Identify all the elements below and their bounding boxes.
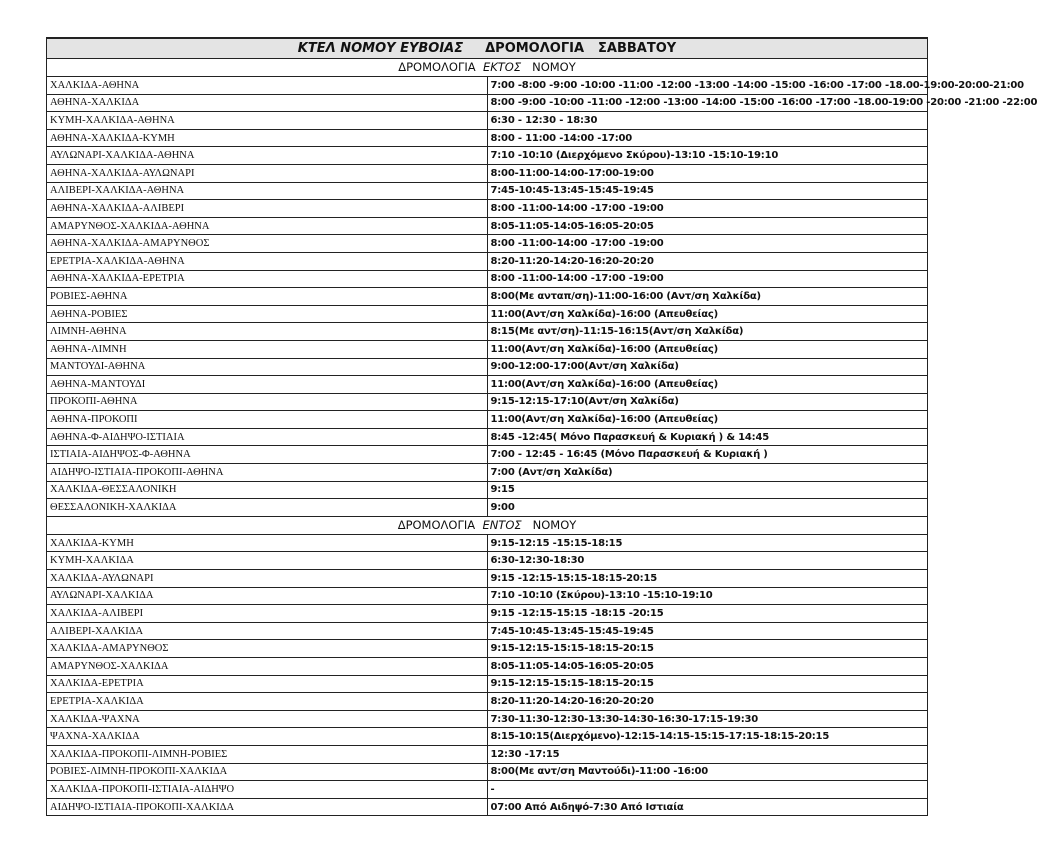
route-name: ΧΑΛΚΙΔΑ-ΘΕΣΣΑΛΟΝΙΚΗ [47,481,488,499]
departure-times: 7:10 -10:10 (Διερχόμενο Σκύρου)-13:10 -15:10-19:10 [487,147,928,165]
departure-times: 8:00 - 11:00 -14:00 -17:00 [487,129,928,147]
table-row [47,675,928,693]
table-row [47,252,928,270]
section-in-row [47,516,928,534]
table-row [47,376,928,394]
section-in-suffix: ΝΟΜΟΥ [532,517,577,532]
title-word: ΔΡΟΜΟΛΟΓΙΑ [485,41,585,56]
title-day: ΣΑΒΒΑΤΟΥ [598,41,677,56]
route-name: ΠΡΟΚΟΠΙ-ΑΘΗΝΑ [47,393,488,411]
table-row [47,358,928,376]
departure-times: 8:00 -11:00-14:00 -17:00 -19:00 [487,270,928,288]
table-row [47,200,928,218]
departure-times: 8:00(Με ανταπ/ση)-11:00-16:00 (Αντ/ση Χαλκίδα) [487,288,928,306]
departure-times: 9:15-12:15 -15:15-18:15 [487,534,928,552]
route-name: ΧΑΛΚΙΔΑ-ΑΥΛΩΝΑΡΙ [47,570,488,588]
title-org: ΚΤΕΛ ΝΟΜΟΥ ΕΥΒΟΙΑΣ [297,41,464,56]
section-in-cell [47,516,928,534]
departure-times: 9:00 [487,499,928,517]
table-row [47,658,928,676]
route-name: ΑΘΗΝΑ-Φ-ΑΙΔΗΨΟ-ΙΣΤΙΑΙΑ [47,428,488,446]
departure-times: 8:00 -11:00-14:00 -17:00 -19:00 [487,200,928,218]
route-name: ΑΥΛΩΝΑΡΙ-ΧΑΛΚΙΔΑ [47,587,488,605]
departure-times: 8:20-11:20-14:20-16:20-20:20 [487,693,928,711]
route-name: ΑΜΑΡΥΝΘΟΣ-ΧΑΛΚΙΔΑ [47,658,488,676]
departure-times: 7:00 (Αντ/ση Χαλκίδα) [487,464,928,482]
route-name: ΚΥΜΗ-ΧΑΛΚΙΔΑ-ΑΘΗΝΑ [47,112,488,130]
departure-times: 6:30 - 12:30 - 18:30 [487,112,928,130]
table-row [47,710,928,728]
departure-times: 7:30-11:30-12:30-13:30-14:30-16:30-17:15-19:30 [487,710,928,728]
table-row [47,481,928,499]
route-name: ΘΕΣΣΑΛΟΝΙΚΗ-ΧΑΛΚΙΔΑ [47,499,488,517]
table-row [47,587,928,605]
route-name: ΧΑΛΚΙΔΑ-ΨΑΧΝΑ [47,710,488,728]
table-row [47,77,928,95]
route-name: ΡΟΒΙΕΣ-ΑΘΗΝΑ [47,288,488,306]
departure-times: 9:00-12:00-17:00(Αντ/ση Χαλκίδα) [487,358,928,376]
departure-times: 11:00(Αντ/ση Χαλκίδα)-16:00 (Απευθείας) [487,376,928,394]
route-name: ΛΙΜΝΗ-ΑΘΗΝΑ [47,323,488,341]
table-row [47,781,928,799]
departure-times: 8:05-11:05-14:05-16:05-20:05 [487,217,928,235]
route-name: ΑΘΗΝΑ-ΧΑΛΚΙΔΑ-ΚΥΜΗ [47,129,488,147]
route-name: ΧΑΛΚΙΔΑ-ΠΡΟΚΟΠΙ-ΙΣΤΙΑΙΑ-ΑΙΔΗΨΟ [47,781,488,799]
table-row [47,745,928,763]
route-name: ΑΘΗΝΑ-ΧΑΛΚΙΔΑ-ΑΥΛΩΝΑΡΙ [47,164,488,182]
route-name: ΡΟΒΙΕΣ-ΛΙΜΝΗ-ΠΡΟΚΟΠΙ-ΧΑΛΚΙΔΑ [47,763,488,781]
departure-times: 11:00(Αντ/ση Χαλκίδα)-16:00 (Απευθείας) [487,411,928,429]
table-row [47,622,928,640]
departure-times: 8:15-10:15(Διερχόμενο)-12:15-14:15-15:15-17:15-18:15-20:15 [487,728,928,746]
section-out-emph: ΕΚΤΟΣ [482,60,522,74]
table-row [47,270,928,288]
departure-times: 8:15(Με αντ/ση)-11:15-16:15(Αντ/ση Χαλκίδα) [487,323,928,341]
route-name: ΑΘΗΝΑ-ΡΟΒΙΕΣ [47,305,488,323]
table-row [47,305,928,323]
table-row [47,235,928,253]
departure-times: 07:00 Από Αιδηψό-7:30 Από Ιστιαία [487,798,928,816]
table-row [47,798,928,816]
table-row [47,640,928,658]
table-row [47,728,928,746]
departure-times: 9:15-12:15-15:15-18:15-20:15 [487,675,928,693]
departure-times: 8:00 -9:00 -10:00 -11:00 -12:00 -13:00 -14:00 -15:00 -16:00 -17:00 -18.00-19:00 -20:00 -21:00 -22:00 [487,94,928,112]
route-name: ΑΥΛΩΝΑΡΙ-ΧΑΛΚΙΔΑ-ΑΘΗΝΑ [47,147,488,165]
table-row [47,446,928,464]
route-name: ΑΘΗΝΑ-ΧΑΛΚΙΔΑ-ΑΜΑΡΥΝΘΟΣ [47,235,488,253]
table-row [47,464,928,482]
departure-times: 7:10 -10:10 (Σκύρου)-13:10 -15:10-19:10 [487,587,928,605]
route-name: ΑΜΑΡΥΝΘΟΣ-ΧΑΛΚΙΔΑ-ΑΘΗΝΑ [47,217,488,235]
departure-times: 7:45-10:45-13:45-15:45-19:45 [487,622,928,640]
departure-times: 9:15 [487,481,928,499]
table-row [47,112,928,130]
departure-times: - [487,781,928,799]
route-name: ΧΑΛΚΙΔΑ-ΕΡΕΤΡΙΑ [47,675,488,693]
table-row [47,288,928,306]
departure-times: 11:00(Αντ/ση Χαλκίδα)-16:00 (Απευθείας) [487,340,928,358]
departure-times: 9:15 -12:15-15:15-18:15-20:15 [487,570,928,588]
title-cell [47,38,928,59]
departure-times: 8:20-11:20-14:20-16:20-20:20 [487,252,928,270]
table-row [47,393,928,411]
table-row [47,94,928,112]
section-out-prefix: ΔΡΟΜΟΛΟΓΙΑ [398,60,476,74]
section-out-row [47,59,928,77]
route-name: ΨΑΧΝΑ-ΧΑΛΚΙΔΑ [47,728,488,746]
route-name: ΙΣΤΙΑΙΑ-ΑΙΔΗΨΟΣ-Φ-ΑΘΗΝΑ [47,446,488,464]
route-name: ΧΑΛΚΙΔΑ-ΑΜΑΡΥΝΘΟΣ [47,640,488,658]
departure-times: 9:15 -12:15-15:15 -18:15 -20:15 [487,605,928,623]
route-name: ΑΘΗΝΑ-ΧΑΛΚΙΔΑ-ΑΛΙΒΕΡΙ [47,200,488,218]
timetable [46,37,1037,816]
departure-times: 8:45 -12:45( Μόνο Παρασκευή & Κυριακή ) & 14:45 [487,428,928,446]
table-row [47,570,928,588]
route-name: ΕΡΕΤΡΙΑ-ΧΑΛΚΙΔΑ [47,693,488,711]
departure-times: 9:15-12:15-15:15-18:15-20:15 [487,640,928,658]
departure-times: 7:00 - 12:45 - 16:45 (Μόνο Παρασκευή & Κυριακή ) [487,446,928,464]
departure-times: 7:00 -8:00 -9:00 -10:00 -11:00 -12:00 -13:00 -14:00 -15:00 -16:00 -17:00 -18.00-19:00-20:00-21:00 [487,77,928,95]
departure-times: 7:45-10:45-13:45-15:45-19:45 [487,182,928,200]
route-name: ΧΑΛΚΙΔΑ-ΑΘΗΝΑ [47,77,488,95]
table-row [47,411,928,429]
table-row [47,605,928,623]
route-name: ΑΛΙΒΕΡΙ-ΧΑΛΚΙΔΑ [47,622,488,640]
departure-times: 11:00(Αντ/ση Χαλκίδα)-16:00 (Απευθείας) [487,305,928,323]
departure-times: 8:00(Με αντ/ση Μαντούδι)-11:00 -16:00 [487,763,928,781]
table-row [47,129,928,147]
title-row [47,38,928,59]
table-row [47,428,928,446]
route-name: ΧΑΛΚΙΔΑ-ΠΡΟΚΟΠΙ-ΛΙΜΝΗ-ΡΟΒΙΕΣ [47,745,488,763]
departure-times: 8:00-11:00-14:00-17:00-19:00 [487,164,928,182]
departure-times: 12:30 -17:15 [487,745,928,763]
route-name: ΑΘΗΝΑ-ΠΡΟΚΟΠΙ [47,411,488,429]
route-name: ΑΘΗΝΑ-ΜΑΝΤΟΥΔΙ [47,376,488,394]
route-name: ΑΙΔΗΨΟ-ΙΣΤΙΑΙΑ-ΠΡΟΚΟΠΙ-ΑΘΗΝΑ [47,464,488,482]
table-row [47,552,928,570]
route-name: ΑΘΗΝΑ-ΧΑΛΚΙΔΑ [47,94,488,112]
route-name: ΧΑΛΚΙΔΑ-ΚΥΜΗ [47,534,488,552]
table-row [47,340,928,358]
section-out-suffix: ΝΟΜΟΥ [532,60,576,74]
route-name: ΧΑΛΚΙΔΑ-ΑΛΙΒΕΡΙ [47,605,488,623]
section-in-emph: ΕΝΤΟΣ [482,517,522,532]
table-row [47,182,928,200]
table-row [47,217,928,235]
departure-times: 8:00 -11:00-14:00 -17:00 -19:00 [487,235,928,253]
table-row [47,164,928,182]
table-row [47,693,928,711]
departure-times: 9:15-12:15-17:10(Αντ/ση Χαλκίδα) [487,393,928,411]
route-name: ΚΥΜΗ-ΧΑΛΚΙΔΑ [47,552,488,570]
section-in-prefix: ΔΡΟΜΟΛΟΓΙΑ [397,517,476,532]
departure-times: 8:05-11:05-14:05-16:05-20:05 [487,658,928,676]
route-name: ΑΘΗΝΑ-ΛΙΜΝΗ [47,340,488,358]
table-row [47,147,928,165]
table-row [47,534,928,552]
table-row [47,323,928,341]
table-row [47,499,928,517]
route-name: ΑΙΔΗΨΟ-ΙΣΤΙΑΙΑ-ΠΡΟΚΟΠΙ-ΧΑΛΚΙΔΑ [47,798,488,816]
route-name: ΑΘΗΝΑ-ΧΑΛΚΙΔΑ-ΕΡΕΤΡΙΑ [47,270,488,288]
departure-times: 6:30-12:30-18:30 [487,552,928,570]
route-name: ΑΛΙΒΕΡΙ-ΧΑΛΚΙΔΑ-ΑΘΗΝΑ [47,182,488,200]
route-name: ΕΡΕΤΡΙΑ-ΧΑΛΚΙΔΑ-ΑΘΗΝΑ [47,252,488,270]
section-out-cell [47,59,928,77]
table-row [47,763,928,781]
route-name: ΜΑΝΤΟΥΔΙ-ΑΘΗΝΑ [47,358,488,376]
